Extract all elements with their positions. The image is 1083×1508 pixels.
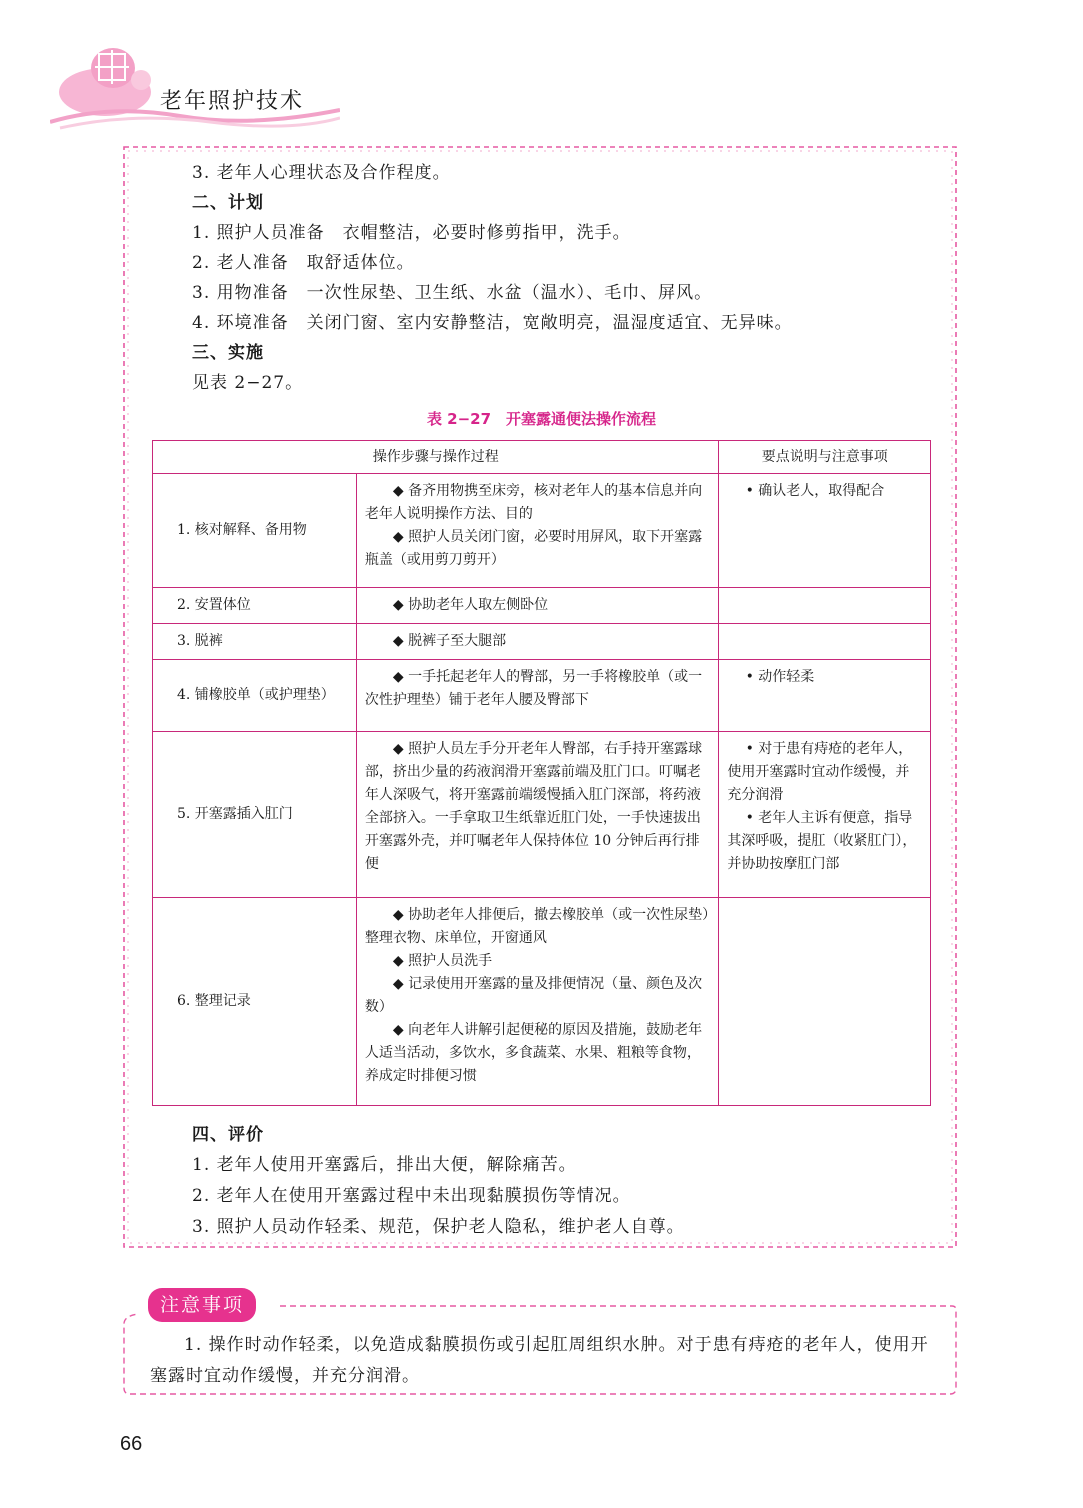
note-item: • 动作轻柔: [745, 669, 815, 685]
procedure-cell: [356, 624, 718, 660]
procedure-item: ◆ 照护人员关闭门窗，必要时用屏风，取下开塞露瓶盖（或用剪刀剪开）: [364, 529, 703, 568]
procedure-cell: [356, 898, 718, 1106]
procedure-item: ◆ 向老年人讲解引起便秘的原因及措施，鼓励老年人适当活动，多饮水，多食蔬菜、水果、粗粮等食物，养成定时排便习惯: [364, 1022, 703, 1084]
text-line: 1. 照护人员准备 衣帽整洁，必要时修剪指甲，洗手。: [192, 223, 631, 243]
evaluation-item: 3. 照护人员动作轻柔、规范，保护老人隐私，维护老人自尊。: [192, 1217, 685, 1237]
text-line: 3. 老年人心理状态及合作程度。: [192, 163, 451, 183]
notes-cell: [719, 732, 931, 898]
step-cell: 2. 安置体位: [153, 588, 357, 624]
col-header-procedure: 操作步骤与操作过程: [153, 441, 719, 474]
table-row: [153, 624, 931, 660]
text-line: 见表 2−27。: [192, 373, 304, 393]
table-row: [153, 474, 931, 588]
note-item: • 对于患有痔疮的老年人，使用开塞露时宜动作缓慢，并充分润滑: [727, 741, 913, 803]
section-heading: 二、计划: [192, 193, 264, 213]
procedure-item: ◆ 一手托起老年人的臀部，另一手将橡胶单（或一次性护理垫）铺于老年人腰及臀部下: [364, 669, 703, 708]
step-cell: 4. 铺橡胶单（或护理垫）: [153, 660, 357, 732]
notice-text: [150, 1330, 940, 1392]
page-number: 66: [120, 1433, 143, 1455]
procedure-cell: [356, 660, 718, 732]
evaluation-heading: 四、评价: [192, 1125, 264, 1145]
procedure-item: ◆ 备齐用物携至床旁，核对老年人的基本信息并向老年人说明操作方法、目的: [364, 483, 703, 522]
text-line: 4. 环境准备 关闭门窗、室内安静整洁，宽敞明亮，温湿度适宜、无异味。: [192, 313, 793, 333]
notice-title-badge: 注意事项: [148, 1288, 256, 1322]
procedure-item: ◆ 脱裤子至大腿部: [392, 633, 507, 649]
table-row: [153, 732, 931, 898]
intro-section: [192, 158, 922, 398]
notes-cell: [719, 588, 931, 624]
text-line: 2. 老人准备 取舒适体位。: [192, 253, 415, 273]
notice-text-content: 1. 操作时动作轻柔，以免造成黏膜损伤或引起肛周组织水肿。对于患有痔疮的老年人，使用开塞露时宜动作缓慢，并充分润滑。: [150, 1335, 929, 1386]
procedure-cell: [356, 474, 718, 588]
evaluation-section: [192, 1120, 932, 1243]
table-row: [153, 660, 931, 732]
table-body: [153, 474, 931, 1106]
section-heading: 三、实施: [192, 343, 264, 363]
step-cell: 1. 核对解释、备用物: [153, 474, 357, 588]
table-caption: 表 2−27 开塞露通便法操作流程: [426, 410, 657, 428]
col-header-notes: 要点说明与注意事项: [719, 441, 931, 474]
step-cell: 6. 整理记录: [153, 898, 357, 1106]
table-header-row: [153, 441, 931, 474]
procedure-item: ◆ 照护人员左手分开老年人臀部，右手持开塞露球部，挤出少量的药液润滑开塞露前端及肛门口。叮嘱老年人深吸气，将开塞露前端缓慢插入肛门深部，将药液全部挤入。一手拿取卫生纸靠近肛门处，一手快速拔出开塞露外壳，并叮嘱老年人保持体位 10 分钟后再行排便: [364, 741, 703, 872]
notes-cell: [719, 624, 931, 660]
evaluation-list: [192, 1150, 932, 1243]
note-item: • 老年人主诉有便意，指导其深呼吸，提肛（收紧肛门），并协助按摩肛门部: [727, 810, 917, 872]
procedure-item: ◆ 照护人员洗手: [392, 953, 493, 969]
table-row: [153, 898, 931, 1106]
notes-cell: [719, 898, 931, 1106]
notes-cell: [719, 474, 931, 588]
procedure-item: ◆ 协助老年人排便后，撤去橡胶单（或一次性尿垫）整理衣物、床单位，开窗通风: [364, 907, 710, 946]
evaluation-item: 1. 老年人使用开塞露后，排出大便，解除痛苦。: [192, 1155, 577, 1175]
text-line: 3. 用物准备 一次性尿垫、卫生纸、水盆（温水）、毛巾、屏风。: [192, 283, 713, 303]
notes-cell: [719, 660, 931, 732]
procedure-item: ◆ 协助老年人取左侧卧位: [392, 597, 549, 613]
running-header-title: 老年照护技术: [160, 89, 305, 114]
table-row: [153, 588, 931, 624]
step-cell: 3. 脱裤: [153, 624, 357, 660]
procedure-table: [152, 440, 931, 1106]
procedure-cell: [356, 732, 718, 898]
evaluation-item: 2. 老年人在使用开塞露过程中未出现黏膜损伤等情况。: [192, 1186, 631, 1206]
step-cell: 5. 开塞露插入肛门: [153, 732, 357, 898]
procedure-item: ◆ 记录使用开塞露的量及排便情况（量、颜色及次数）: [364, 976, 703, 1015]
note-item: • 确认老人，取得配合: [745, 483, 885, 499]
procedure-cell: [356, 588, 718, 624]
